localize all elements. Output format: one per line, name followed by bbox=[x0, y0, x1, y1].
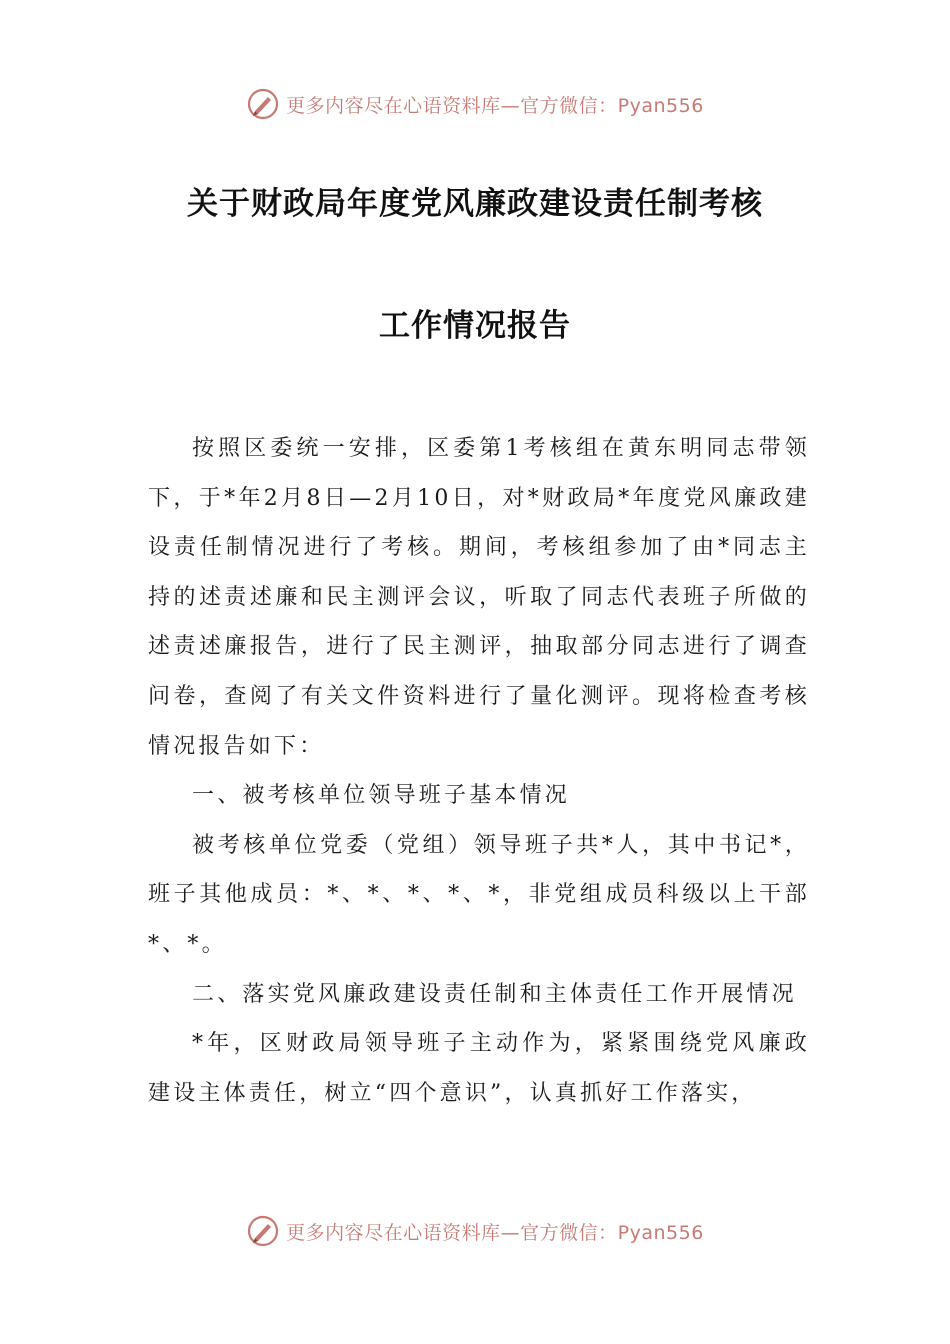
watermark-footer bbox=[0, 1211, 950, 1251]
document-title-line2: 工作情况报告 bbox=[379, 308, 571, 344]
document-title-line1: 关于财政局年度党风廉政建设责任制考核 bbox=[187, 186, 763, 222]
document-body bbox=[148, 424, 810, 1118]
section-heading-2: 二、落实党风廉政建设责任制和主体责任工作开展情况 bbox=[192, 981, 797, 1007]
pen-logo-icon bbox=[246, 87, 280, 121]
paragraph-leadership: 被考核单位党委（党组）领导班子共*人，其中书记*，班子其他成员：*、*、*、*、*，非党组成员科级以上干部*、*。 bbox=[148, 832, 810, 957]
watermark-text: 更多内容尽在心语资料库—官方微信：Pyan556 bbox=[286, 1221, 704, 1244]
watermark-header bbox=[0, 84, 950, 124]
paragraph-work: *年，区财政局领导班子主动作为，紧紧围绕党风廉政建设主体责任，树立“四个意识”，认真抓好工作落实， bbox=[148, 1031, 810, 1106]
watermark-text: 更多内容尽在心语资料库—官方微信：Pyan556 bbox=[286, 94, 704, 117]
paragraph-intro: 按照区委统一安排，区委第1考核组在黄东明同志带领下，于*年2月8日—2月10日，对*财政局*年度党风廉政建设责任制情况进行了考核。期间，考核组参加了由*同志主持的述责述廉和民主测评会议，听取了同志代表班子所做的述责述廉报告，进行了民主测评，抽取部分同志进行了调查问卷，查阅了有关文件资料进行了量化测评。现将检查考核情况报告如下： bbox=[148, 436, 810, 759]
section-heading-1: 一、被考核单位领导班子基本情况 bbox=[192, 783, 571, 809]
pen-logo-icon bbox=[246, 1214, 280, 1248]
